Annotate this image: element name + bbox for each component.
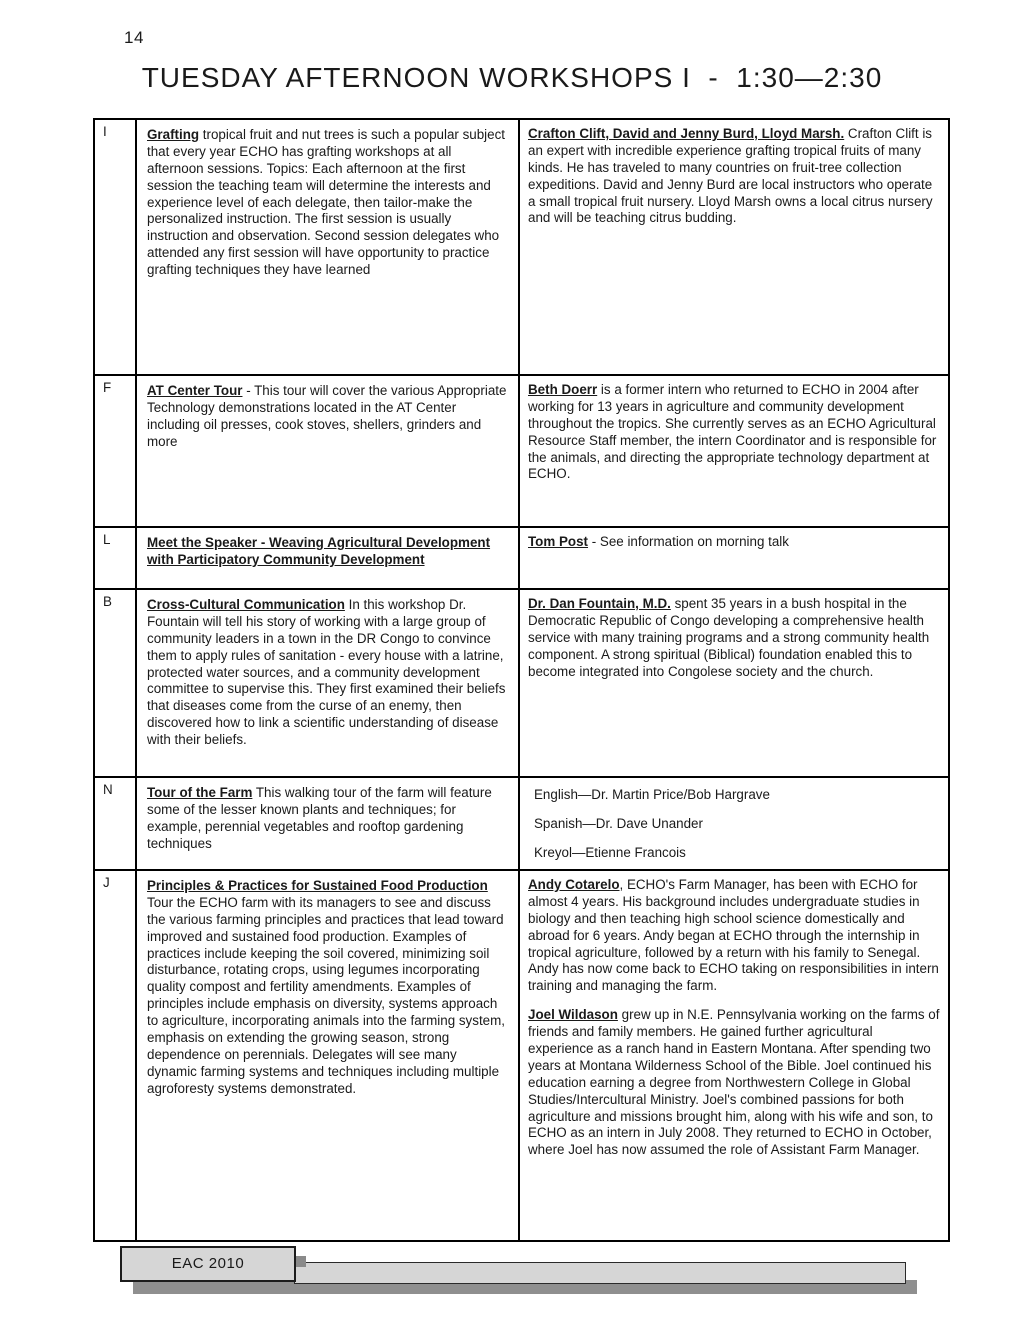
row-letter: N [94, 777, 136, 870]
interpreter-line-kreyol: Kreyol—Etienne Francois [534, 844, 686, 860]
workshop-title: AT Center Tour [147, 383, 243, 398]
workshop-body: tropical fruit and nut trees is such a popular subject that every year ECHO has grafting workshops at all afternoon sessions. Topics: Each afternoon at the first session the teaching team will determine the interests and experience level of each delegate, then tailor-make the personalized instruction. The first session is usually instruction and observation. Second session delegates who attended any first session will have opportunity to practice grafting techniques they have learned [147, 127, 505, 278]
workshop-body: - This tour will cover the various Appropriate Technology demonstrations located in the AT Center including oil presses, cook stoves, shellers, grinders and more [147, 383, 507, 449]
table-row [94, 527, 949, 589]
workshop-description [136, 589, 519, 777]
workshops-table [93, 118, 950, 1242]
speaker-info [519, 589, 949, 777]
table-row [94, 870, 949, 1241]
footer-label: EAC 2010 [171, 1255, 245, 1272]
speaker-bio: , ECHO's Farm Manager, has been with ECHO for almost 4 years. His background includes undergraduate studies in biology and then teaching high school science domestically and abroad for 6 years. Andy began at ECHO through the internship in tropical agriculture, followed by a return with his family to Senegal. Andy has now come back to ECHO taking on responsibilities in intern training and managing the farm. [528, 877, 939, 994]
speaker-name: Joel Wildason [528, 1007, 618, 1023]
speaker-info [519, 119, 949, 375]
table-row [94, 119, 949, 375]
speaker-name: Beth Doerr [528, 382, 598, 397]
speaker-info [519, 527, 949, 589]
speaker-name: Andy Cotarelo [528, 877, 620, 892]
workshop-title: Tour of the Farm [147, 785, 253, 800]
workshop-title: Meet the Speaker - Weaving Agricultural Development with Participatory Community Development [147, 535, 491, 567]
table-row [94, 589, 949, 777]
speaker-info [519, 777, 949, 870]
workshop-description [136, 375, 519, 527]
speaker-bio: spent 35 years in a bush hospital in the Democratic Republic of Congo developing a comprehensive health service with many training programs and a strong community health component. A strong spiritual (Biblical) foundation enabled this to become integrated into Congolese society and the church. [528, 596, 930, 679]
workshop-title: Principles & Practices for Sustained Food Production [147, 878, 488, 893]
table-row [94, 777, 949, 870]
row-letter: L [94, 527, 136, 589]
speaker-bio: is a former intern who returned to ECHO in 2004 after working for 13 years in agriculture and community development throughout the tropics. She currently serves as an ECHO Agricultural Resource Staff member, the intern Coordinator and is responsible for the animals, and directing the appropriate technology department at ECHO. [528, 382, 937, 482]
speaker-name: Dr. Dan Fountain, M.D. [528, 596, 671, 611]
workshop-description [136, 527, 519, 589]
footer-tab [120, 1246, 296, 1282]
speaker-name: Tom Post [528, 534, 589, 549]
table-row [94, 375, 949, 527]
speaker-bio: Crafton Clift is an expert with incredible experience grafting tropical fruits of many kinds. He has traveled to many countries on fruit-tree collection expeditions. David and Jenny Burd are local instructors who operate a small tropical fruit nursery. Lloyd Marsh owns a local citrus nursery and will be teaching citrus budding. [528, 126, 933, 226]
speaker-bio: grew up in N.E. Pennsylvania working on the farms of friends and family members. He gained further agricultural experience as a ranch hand in Eastern Montana. After spending two years at Montana Wilderness School of the Bible. Joel continued his education earning a degree from Northwestern College in Global Studies/Intercultural Ministry. Joel's combined passions for both agriculture and missions brought him, along with his wife and son, to ECHO as an intern in July 2008. They returned to ECHO in October, where Joel has now assumed the role of Assistant Farm Manager. [528, 1007, 940, 1158]
workshop-description [136, 870, 519, 1241]
page-title: TUESDAY AFTERNOON WORKSHOPS I - 1:30—2:30 [141, 62, 883, 93]
row-letter: B [94, 589, 136, 777]
workshop-body: In this workshop Dr. Fountain will tell his story of working with a large group of community leaders in a town in the DR Congo to convince them to apply rules of sanitation - every house with a latrine, protected water sources, and a community development committee to supervise this. They first examined their beliefs that diseases come from the curse of an enemy, then discovered how to link a scientific understanding of disease with their beliefs. [147, 597, 506, 748]
workshop-body: Tour the ECHO farm with its managers to see and discuss the various farming principles and practices that lead toward improved and sustained food production. Examples of practices include keeping the soil covered, minimizing soil disturbance, rotating crops, using legumes incorporating quality compost and fertility amendments. Examples of principles include emphasis on diversity, systems approach to agriculture, incorporating animals into the farming system, emphasis on extending the growing season, strong dependence on perennials. Delegates will see many dynamic farming systems and techniques including multiple agroforesty systems demonstrated. [147, 894, 505, 1096]
workshop-title: Cross-Cultural Communication [147, 597, 345, 612]
interpreter-line-english: English—Dr. Martin Price/Bob Hargrave [534, 787, 770, 802]
workshop-description [136, 119, 519, 375]
workshop-description [136, 777, 519, 870]
speaker-info [519, 375, 949, 527]
speaker-info [519, 870, 949, 1241]
row-letter: J [94, 870, 136, 1241]
page-number: 14 [124, 28, 144, 47]
row-letter: I [94, 119, 136, 375]
row-letter: F [94, 375, 136, 527]
speaker-bio: - See information on morning talk [588, 534, 789, 549]
speaker-name: Crafton Clift, David and Jenny Burd, Lloyd Marsh. [528, 126, 845, 141]
workshop-body: This walking tour of the farm will feature some of the lesser known plants and techniques; for example, perennial vegetables and rooftop gardening techniques [147, 785, 492, 851]
workshop-title: Grafting [147, 127, 200, 142]
interpreter-line-spanish: Spanish—Dr. Dave Unander [534, 815, 703, 831]
footer-bar [294, 1262, 906, 1284]
